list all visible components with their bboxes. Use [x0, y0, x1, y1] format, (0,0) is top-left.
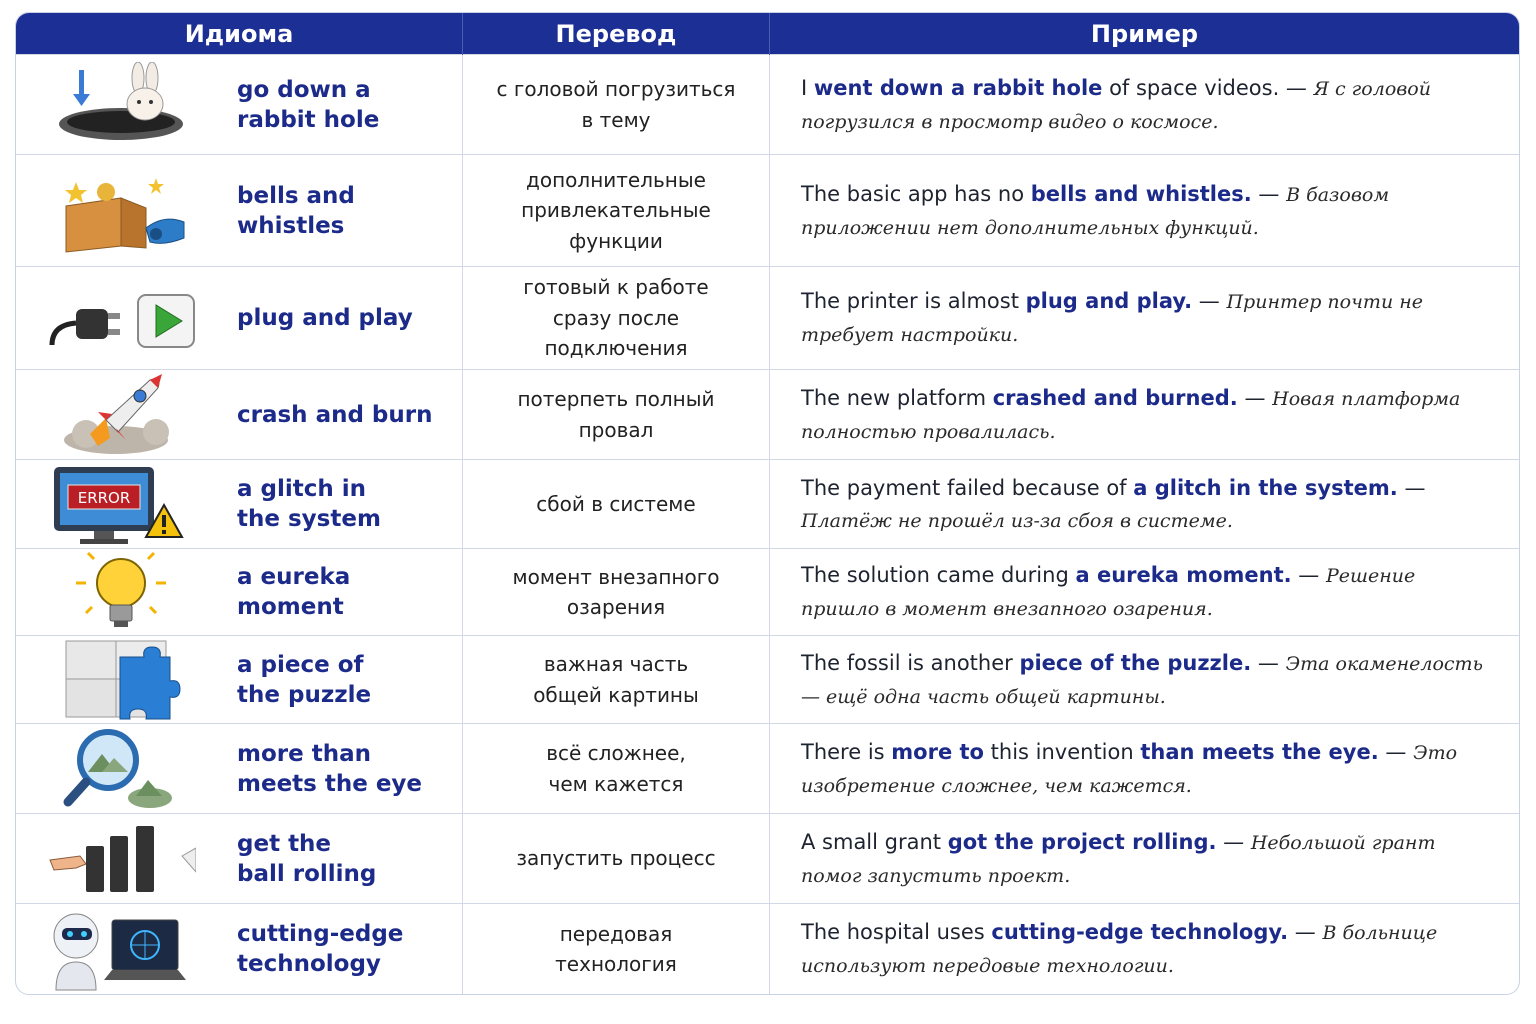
rabbit-hole-icon: [26, 62, 216, 148]
example-cell: [770, 155, 1520, 267]
plug-play-icon: [26, 275, 216, 361]
example-text: [1251, 651, 1258, 675]
table-row: [16, 814, 1519, 904]
idiom-text: more than meets the eye: [237, 740, 423, 797]
lightbulb-icon: [26, 549, 216, 635]
example-text: [1288, 920, 1295, 944]
idiom-text: a piece of the puzzle: [237, 651, 372, 708]
example-highlight: crashed and burned.: [992, 385, 1238, 410]
idiom-text: crash and burn: [237, 401, 433, 428]
example-dash: —: [1223, 829, 1251, 854]
example-highlight: bells and whistles.: [1030, 181, 1252, 206]
idiom-text: cutting-edge technology: [237, 921, 404, 978]
example-dash: —: [1404, 475, 1426, 500]
example-highlight: than meets the eye.: [1140, 739, 1379, 764]
example-highlight: got the project rolling.: [947, 829, 1217, 854]
example-highlight: a glitch in the system.: [1133, 475, 1398, 500]
example-russian: Решение пришло в момент внезапного озарения.: [801, 565, 1416, 620]
header-row: [16, 13, 1519, 55]
translation-text: всё сложнее, чем кажется: [546, 741, 686, 796]
idioms-table-card: [15, 12, 1520, 995]
example-text: The fossil is another: [801, 650, 1020, 675]
translation-cell: [463, 155, 770, 267]
idiom-cell: [16, 549, 463, 636]
table-row: [16, 267, 1519, 370]
translation-text: готовый к работе сразу после подключения: [523, 275, 709, 361]
translation-text: потерпеть полный провал: [517, 387, 715, 442]
idiom-cell: [16, 267, 463, 370]
translation-text: сбой в системе: [536, 491, 696, 516]
example-dash: —: [1294, 920, 1323, 945]
example-highlight: plug and play.: [1025, 289, 1193, 313]
example-cell: [770, 724, 1520, 814]
example-cell: [770, 267, 1520, 370]
idiom-text: get the ball rolling: [237, 830, 377, 887]
example-highlight: cutting-edge technology.: [991, 920, 1289, 945]
example-russian: Принтер почти не требует настройки.: [801, 291, 1423, 346]
error-text: ERROR: [77, 489, 131, 507]
example-dash: —: [1198, 289, 1227, 313]
example-sentence: [770, 826, 1519, 892]
example-sentence: [770, 647, 1519, 713]
example-russian: Новая платформа полностью провалилась.: [801, 387, 1461, 443]
example-sentence: [770, 72, 1519, 138]
example-sentence: [770, 178, 1519, 244]
idiom-text: plug and play: [237, 305, 413, 331]
table-row: [16, 460, 1519, 549]
example-cell: [770, 460, 1520, 549]
table-row: [16, 370, 1519, 460]
header-translation: Перевод: [463, 13, 770, 55]
idiom-cell: [16, 904, 463, 995]
translation-cell: [463, 370, 770, 460]
idiom-cell: [16, 814, 463, 904]
dominoes-icon: [26, 816, 216, 902]
example-cell: [770, 370, 1520, 460]
example-russian: Эта окаменелость — ещё одна часть общей картины.: [801, 652, 1483, 708]
idiom-text: bells and whistles: [237, 182, 355, 239]
translation-cell: [463, 549, 770, 636]
example-cell: [770, 55, 1520, 155]
idiom-cell: [16, 55, 463, 155]
example-sentence: [770, 472, 1519, 537]
idiom-cell: [16, 370, 463, 460]
translation-cell: [463, 904, 770, 995]
example-text: this invention: [983, 739, 1141, 764]
example-russian: Я с головой погрузился в просмотр видео о космосе.: [801, 77, 1431, 133]
example-text: The solution came during: [801, 563, 1076, 587]
example-sentence: [770, 736, 1519, 802]
translation-text: с головой погрузиться в тему: [496, 77, 736, 132]
idiom-cell: [16, 460, 463, 549]
table-row: [16, 636, 1519, 724]
example-text: The new platform: [801, 385, 993, 410]
example-sentence: [770, 916, 1519, 982]
translation-text: важная часть общей картины: [533, 652, 699, 707]
idiom-text: a eureka moment: [237, 564, 351, 620]
idiom-cell: [16, 636, 463, 724]
example-dash: —: [1258, 181, 1287, 206]
example-dash: —: [1285, 75, 1314, 100]
example-russian: Небольшой грант помог запустить проект.: [801, 831, 1436, 887]
example-russian: Платёж не прошёл из-за сбоя в системе.: [801, 509, 1233, 532]
example-highlight: a eureka moment.: [1075, 563, 1292, 587]
table-row: [16, 724, 1519, 814]
translation-cell: [463, 267, 770, 370]
example-highlight: more to: [891, 739, 984, 764]
example-cell: [770, 904, 1520, 995]
idioms-table: [16, 13, 1519, 995]
puzzle-icon: [26, 637, 216, 723]
example-text: A small grant: [801, 829, 948, 854]
example-text: I: [801, 75, 814, 100]
error-monitor-icon: [26, 461, 216, 547]
gift-box-whistle-icon: [26, 168, 216, 254]
example-text: of space videos.: [1102, 75, 1286, 100]
example-sentence: [770, 285, 1519, 351]
idiom-text: a glitch in the system: [237, 476, 381, 532]
header-example: Пример: [770, 13, 1520, 55]
idiom-text: go down a rabbit hole: [237, 76, 380, 133]
example-text: The payment failed because of: [801, 475, 1134, 500]
example-text: The basic app has no: [801, 181, 1031, 206]
example-cell: [770, 814, 1520, 904]
translation-text: передовая технология: [555, 921, 677, 977]
example-text: The printer is almost: [801, 289, 1026, 313]
translation-cell: [463, 724, 770, 814]
example-text: There is: [801, 739, 892, 764]
example-dash: —: [1385, 739, 1414, 764]
translation-text: запустить процесс: [516, 846, 716, 871]
translation-cell: [463, 636, 770, 724]
example-dash: —: [1244, 385, 1273, 410]
header-idiom: Идиома: [16, 13, 463, 55]
example-cell: [770, 636, 1520, 724]
translation-cell: [463, 55, 770, 155]
example-text: The hospital uses: [801, 920, 992, 945]
translation-text: дополнительные привлекательные функции: [521, 167, 711, 253]
table-row: [16, 55, 1519, 155]
example-cell: [770, 549, 1520, 636]
example-russian: Это изобретение сложнее, чем кажется.: [801, 741, 1458, 797]
table-row: [16, 155, 1519, 267]
example-russian: В больнице используют передовые технологии.: [801, 922, 1438, 978]
idiom-cell: [16, 724, 463, 814]
rocket-crash-icon: [26, 372, 216, 458]
example-highlight: piece of the puzzle.: [1019, 650, 1252, 675]
idiom-cell: [16, 155, 463, 267]
translation-text: момент внезапного озарения: [512, 564, 720, 619]
robot-laptop-icon: [26, 906, 216, 992]
table-row: [16, 904, 1519, 995]
translation-cell: [463, 460, 770, 549]
example-text: [1192, 289, 1199, 313]
table-row: [16, 549, 1519, 636]
example-sentence: [770, 559, 1519, 625]
example-dash: —: [1298, 563, 1326, 587]
translation-cell: [463, 814, 770, 904]
example-russian: В базовом приложении нет дополнительных функций.: [801, 183, 1390, 239]
example-sentence: [770, 382, 1519, 448]
magnifier-icon: [26, 726, 216, 812]
example-highlight: went down a rabbit hole: [813, 75, 1103, 100]
example-dash: —: [1257, 650, 1286, 675]
